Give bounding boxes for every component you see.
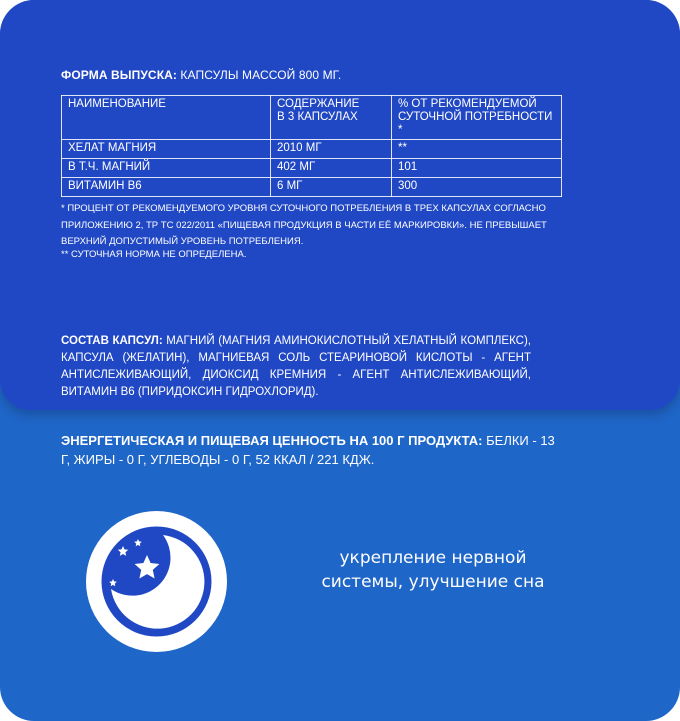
- header-content: СОДЕРЖАНИЕ В 3 КАПСУЛАХ: [271, 96, 392, 140]
- cell-percent: 300: [392, 178, 562, 197]
- release-form-label: ФОРМА ВЫПУСКА:: [61, 68, 177, 82]
- header-name: НАИМЕНОВАНИЕ: [62, 96, 271, 140]
- table-row: [62, 140, 562, 159]
- table-row: [62, 159, 562, 178]
- release-form-value: КАПСУЛЫ МАССОЙ 800 МГ.: [180, 68, 342, 82]
- benefit-text: [283, 546, 583, 594]
- benefit-line-2: системы, улучшение сна: [321, 572, 545, 592]
- cell-percent: 101: [392, 159, 562, 178]
- cell-percent: **: [392, 140, 562, 159]
- table-header-row: [62, 96, 562, 140]
- cell-name: ВИТАМИН В6: [62, 178, 271, 197]
- moon-stars-icon: [86, 511, 227, 652]
- composition-value: МАГНИЙ (МАГНИЯ АМИНОКИСЛОТНЫЙ ХЕЛАТНЫЙ КОМПЛЕКС), КАПСУЛА (ЖЕЛАТИН), МАГНИЕВАЯ СОЛЬ СТЕАРИНОВОЙ КИСЛОТЫ - АГЕНТ АНТИСЛЕЖИВАЮЩИЙ, ДИОКСИД КРЕМНИЯ - АГЕНТ АНТИСЛЕЖИВАЮЩИЙ, ВИТАМИН В6 (ПИРИДОКСИН ГИДРОХЛОРИД).: [61, 335, 531, 398]
- footnote-norm: ** СУТОЧНАЯ НОРМА НЕ ОПРЕДЕЛЕНА.: [61, 249, 247, 260]
- composition-text: [61, 333, 531, 401]
- cell-amount: 2010 МГ: [271, 140, 392, 159]
- footnote-percent: * ПРОЦЕНТ ОТ РЕКОМЕНДУЕМОГО УРОВНЯ СУТОЧНОГО ПОТРЕБЛЕНИЯ В ТРЕХ КАПСУЛАХ СОГЛАСНО ПРИЛОЖЕНИЮ 2, ТР ТС 022/2011 «ПИЩЕВАЯ ПРОДУКЦИЯ В ЧАСТИ ЕЁ МАРКИРОВКИ». НЕ ПРЕВЫШАЕТ ВЕРХНИЙ ДОПУСТИМЫЙ УРОВЕНЬ ПОТРЕБЛЕНИЯ.: [61, 203, 547, 247]
- cell-amount: 402 МГ: [271, 159, 392, 178]
- cell-name: В Т.Ч. МАГНИЙ: [62, 159, 271, 178]
- cell-amount: 6 МГ: [271, 178, 392, 197]
- energy-value: БЕЛКИ - 13 Г, ЖИРЫ - 0 Г, УГЛЕВОДЫ - 0 Г, 52 ККАЛ / 221 КДЖ.: [61, 433, 555, 467]
- cell-name: ХЕЛАТ МАГНИЯ: [62, 140, 271, 159]
- composition-label: СОСТАВ КАПСУЛ:: [61, 335, 163, 347]
- energy-value-text: [61, 432, 561, 469]
- energy-label: ЭНЕРГЕТИЧЕСКАЯ И ПИЩЕВАЯ ЦЕННОСТЬ НА 100 Г ПРОДУКТА:: [61, 433, 483, 448]
- nutrition-table: [61, 95, 562, 197]
- table-row: [62, 178, 562, 197]
- benefit-line-1: укрепление нервной: [339, 548, 527, 568]
- release-form: [61, 68, 341, 82]
- header-percent: % ОТ РЕКОМЕНДУЕМОЙ СУТОЧНОЙ ПОТРЕБНОСТИ *: [392, 96, 562, 140]
- moon-stars-graphic: [86, 511, 227, 652]
